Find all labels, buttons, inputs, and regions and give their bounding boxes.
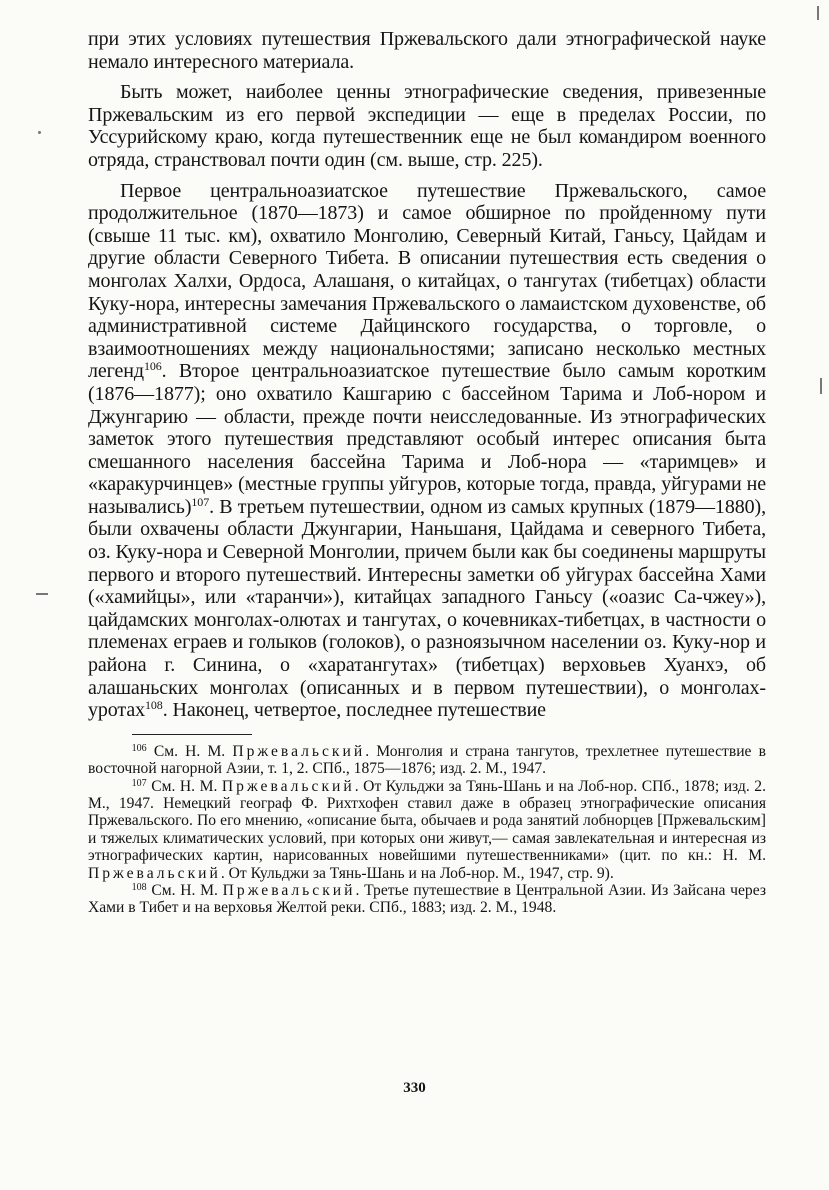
footnote-number: 108 (131, 882, 147, 894)
margin-mark-right (820, 378, 822, 394)
footnote-author: Пржевальский (221, 777, 355, 795)
paragraph-3-text-d: . Наконец, четвертое, последнее путешествие (162, 699, 546, 722)
footnote-107 (88, 778, 766, 882)
footnote-text: . Третье путешествие в Центральной Азии. Из Зайсана через Хами в Тибет и на верховья Желтой реки. СПб., 1883; изд. 2. М., 1948. (88, 882, 766, 917)
footnote-number: 106 (131, 742, 147, 754)
footnote-prefix: См. Н. М. (151, 882, 223, 900)
margin-mark-left (36, 593, 48, 595)
footnote-divider (132, 734, 252, 735)
paragraph-3 (88, 180, 766, 722)
paragraph-3-text-a: Первое центральноазиатское путешествие Пржевальского, самое продолжительное (1870—1873) и самое обширное по пройденному пути (свыше 11 тыс. км), охватило Монголию, Северный Китай, Ганьсу, Цайдам и другие области Северного Тибета. В описании путешествия есть сведения о монголах Халхи, Ордоса, Алашаня, о китайцах, о тангутах (тибетцах) области Куку-нора, интересны замечания Пржевальского о ламаистском духовенстве, об административной системе Дайцинского государства, о торговле, о взаимоотношениях между национальностями; записано несколько местных легенд (88, 179, 766, 383)
paragraph-1: при этих условиях путешествия Пржевальского дали этнографической науке немало интересного материала. (88, 28, 766, 73)
footnote-text: . Монголия и страна тангутов, трехлетнее путешествие в восточной нагорной Азии, т. 1, 2. СПб., 1875—1876; изд. 2. М., 1947. (88, 742, 766, 778)
main-text (88, 28, 766, 722)
footnote-text-2: . От Кульджи за Тянь-Шань и на Лоб-нор. М., 1947, стр. 9). (220, 864, 614, 882)
paragraph-2: Быть может, наиболее ценны этнографические сведения, привезенные Пржевальским из его первой экспедиции — еще в пределах России, по Уссурийскому краю, когда путешественник еще не был командиром военного отряда, странствовал почти один (см. выше, стр. 225). (88, 81, 766, 171)
footnote-ref-106: 106 (143, 359, 162, 374)
footnotes (88, 743, 766, 917)
footnote-number: 107 (131, 777, 147, 789)
footnote-author: Пржевальский (222, 882, 356, 900)
footnote-106 (88, 743, 766, 778)
page-number: 330 (403, 1080, 426, 1096)
margin-dot (38, 131, 41, 134)
paragraph-3-text-c: . В третьем путешествии, одном из самых крупных (1879—1880), были охвачены области Джунгарии, Наньшаня, Цайдама и северного Тибета, оз. Куку-нора и Северной Монголии, причем были как бы соединены маршруты первого и второго путешествий. Интересны заметки об уйгурах бассейна Хами («хамийцы», или «таранчи»), китайцах западного Ганьсу («оазис Са-чжеу»), цайдамских монголах-олютах и тангутах, о кочевниках-тибетцах, в частности о племенах еграев и голыков (голоков), о разноязычном населении оз. Куку-нор и района г. Синина, о «харатангутах» (тибетцах) верховьев Хуанхэ, об алашаньских монголах (описанных и в первом путешествии), о монголах-уротах (88, 495, 766, 722)
paragraph-3-text-b: . Второе центральноазиатское путешествие было самым коротким (1876—1877); оно охватило Кашгарию с бассейном Тарима и Лоб-нором и Джунгарию — области, прежде почти неисследованные. Из этнографических заметок этого путешествия представляют особый интерес описания быта смешанного населения бассейна Тарима и Лоб-нора — «таримцев» и «каракурчинцев» (местные группы уйгуров, которые тогда, правда, уйгурами не назывались) (88, 360, 766, 518)
footnote-ref-108: 108 (145, 698, 163, 713)
footnote-prefix: См. Н. М. (153, 742, 233, 760)
footnote-author: Пржевальский (232, 742, 366, 760)
margin-mark-top (817, 6, 819, 20)
page-content (88, 28, 766, 917)
footnote-text: . От Кульджи за Тянь-Шань и на Лоб-нор. СПб., 1878; изд. 2. М., 1947. Немецкий географ Ф. Рихтхофен ставил даже в образец этнографические описания Пржевальского. По его мнению, «описание быта, обычаев и рода занятий лобнорцев [Пржевальским] и тяжелых климатических условий, при которых они живут,— самая завлекательная и интересная из этнографических картин, нарисованных новейшими путешественниками» (цит. по кн.: Н. М. (88, 777, 766, 865)
footnote-prefix: См. Н. М. (151, 777, 222, 795)
footnote-author-2: Пржевальский (88, 864, 221, 882)
footnote-ref-107: 107 (191, 494, 210, 509)
footnote-108 (88, 882, 766, 917)
